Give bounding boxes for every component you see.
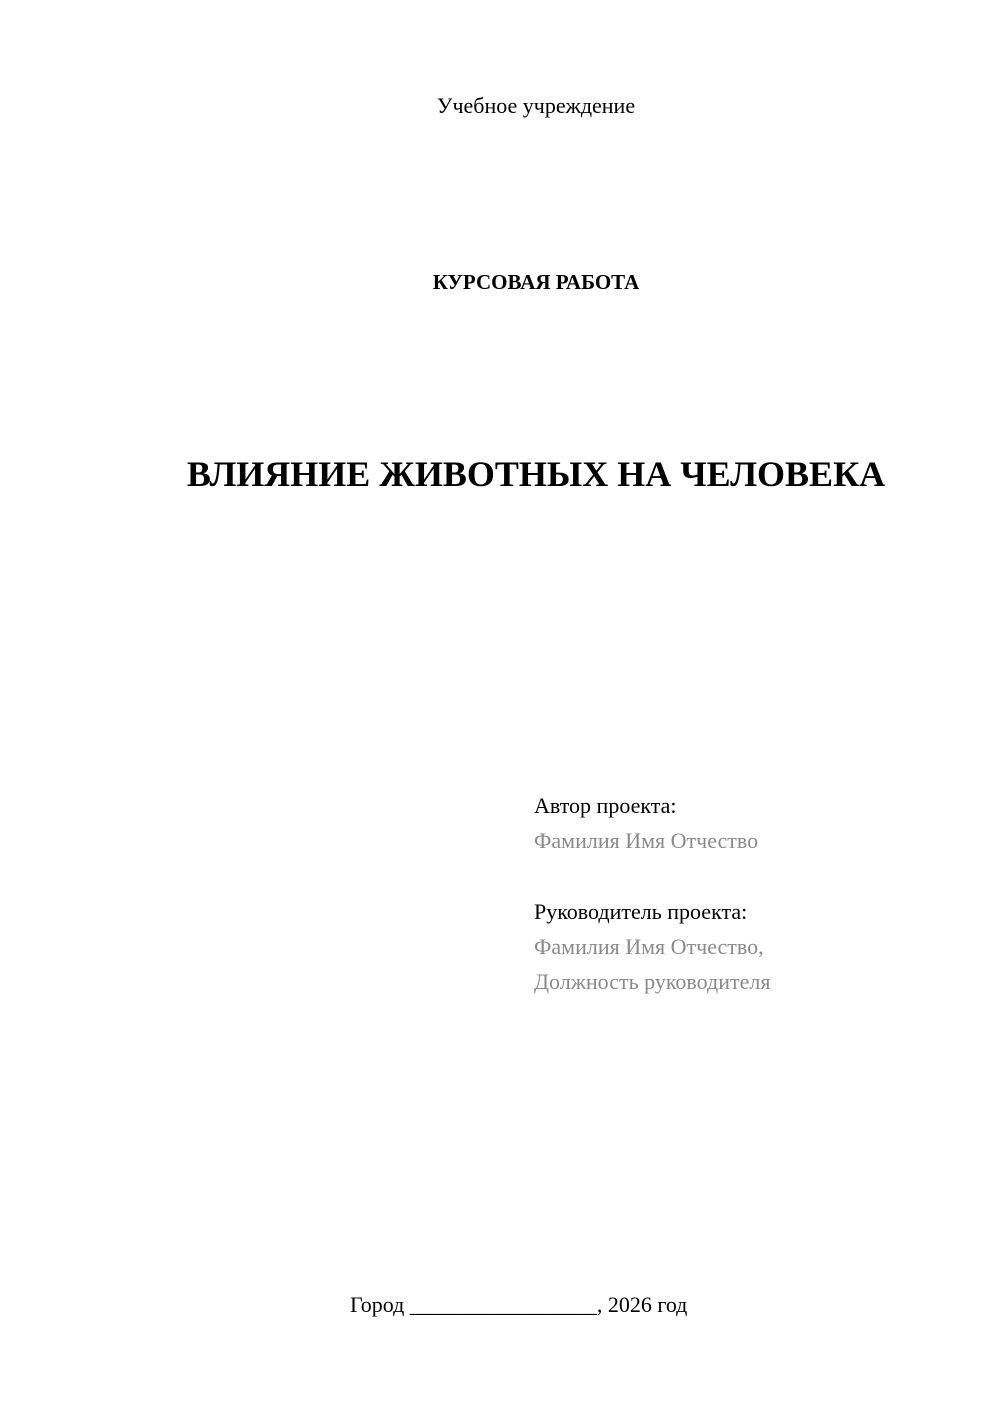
- supervisor-position: Должность руководителя: [534, 969, 771, 994]
- work-type-heading: КУРСОВАЯ РАБОТА: [432, 270, 640, 294]
- author-block: [534, 788, 974, 858]
- supervisor-label: Руководитель проекта:: [534, 899, 748, 924]
- document-title: ВЛИЯНИЕ ЖИВОТНЫХ НА ЧЕЛОВЕКА: [186, 454, 886, 494]
- supervisor-block: [534, 894, 974, 999]
- author-name: Фамилия Имя Отчество: [534, 828, 759, 853]
- author-label: Автор проекта:: [534, 793, 677, 818]
- supervisor-name: Фамилия Имя Отчество,: [534, 934, 764, 959]
- city-year-footer: Город _________________, 2026 год: [350, 1292, 688, 1317]
- institution-name: Учебное учреждение: [436, 93, 636, 118]
